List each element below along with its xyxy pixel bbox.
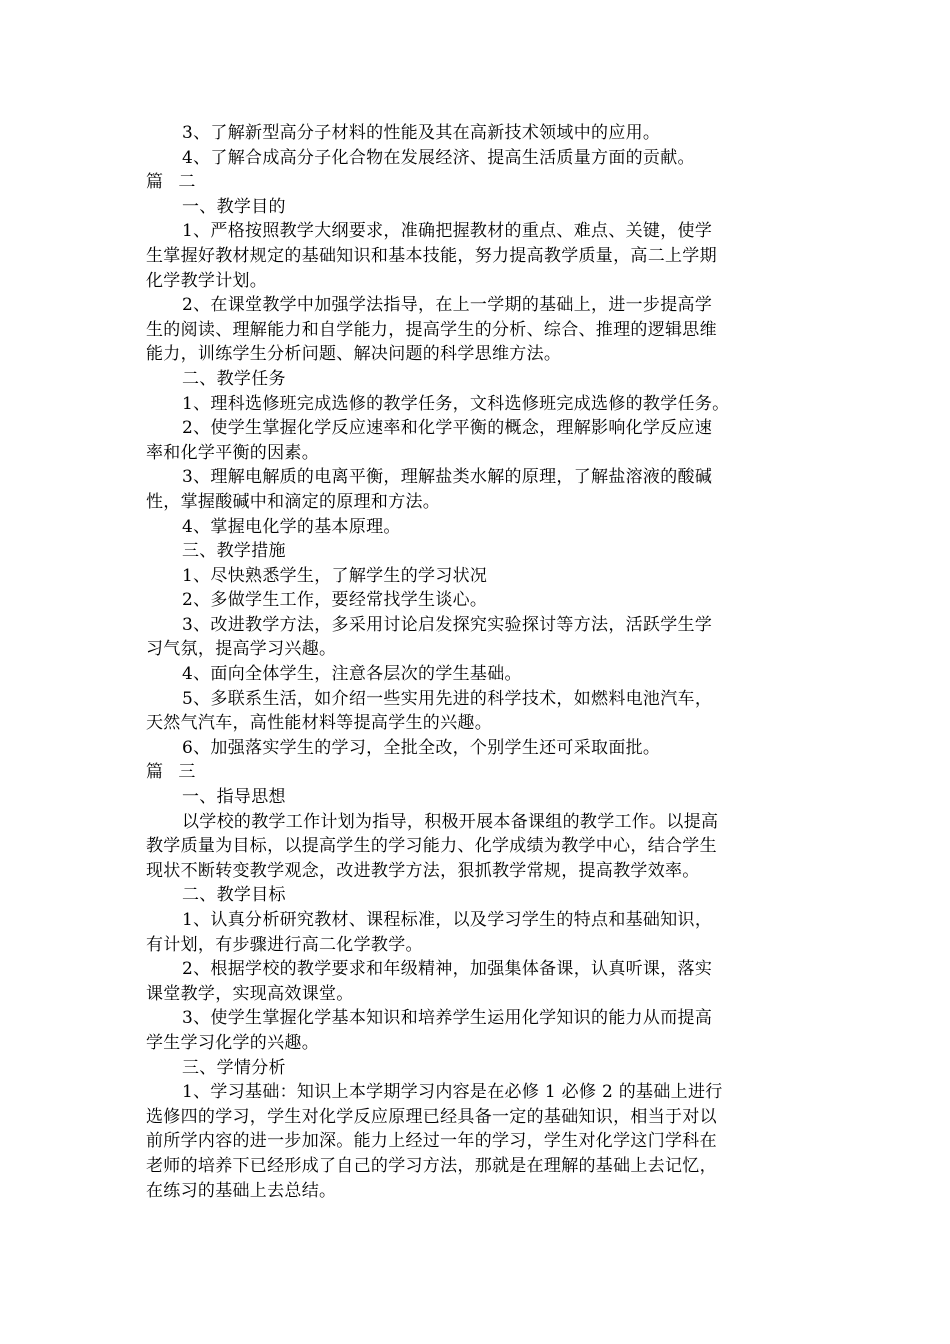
text-line: 化学教学计划。 [146, 270, 268, 291]
text-line: 课堂教学，实现高效课堂。 [146, 983, 354, 1004]
text-line: 能力，训练学生分析问题、解决问题的科学思维方法。 [146, 344, 562, 365]
text-line: 6、加强落实学生的学习，全批全改，个别学生还可采取面批。 [182, 737, 661, 758]
text-line: 学生学习化学的兴趣。 [146, 1032, 319, 1053]
text-line: 2、多做学生工作，要经常找学生谈心。 [182, 590, 488, 611]
text-line: 5、多联系生活，如介绍一些实用先进的科学技术，如燃料电池汽车， [182, 688, 713, 709]
text-line: 一、教学目的 [182, 196, 286, 217]
text-line: 二、教学目标 [182, 885, 286, 906]
text-line: 4、面向全体学生，注意各层次的学生基础。 [182, 664, 522, 685]
text-line: 2、根据学校的教学要求和年级精神，加强集体备课，认真听课，落实 [182, 959, 713, 980]
text-line: 老师的培养下已经形成了自己的学习方法，那就是在理解的基础上去记忆， [146, 1155, 717, 1176]
text-line: 率和化学平衡的因素。 [146, 442, 319, 463]
section-heading: 篇 二 [146, 172, 201, 193]
text-line: 一、指导思想 [182, 787, 286, 808]
text-line: 教学质量为目标，以提高学生的学习能力、化学成绩为教学中心，结合学生 [146, 836, 717, 857]
text-line: 1、尽快熟悉学生，了解学生的学习状况 [182, 565, 488, 586]
text-line: 3、了解新型高分子材料的性能及其在高新技术领域中的应用。 [182, 123, 661, 143]
text-line: 2、在课堂教学中加强学法指导，在上一学期的基础上，进一步提高学 [182, 295, 713, 316]
text-line: 天然气汽车，高性能材料等提高学生的兴趣。 [146, 713, 492, 734]
text-line: 3、使学生掌握化学基本知识和培养学生运用化学知识的能力从而提高 [182, 1008, 713, 1029]
text-line: 1、认真分析研究教材、课程标准，以及学习学生的特点和基础知识， [182, 910, 713, 930]
text-line: 选修四的学习，学生对化学反应原理已经具备一定的基础知识，相当于对以 [146, 1106, 717, 1127]
document-body [146, 121, 806, 1203]
text-line: 4、掌握电化学的基本原理。 [182, 516, 401, 537]
text-line: 3、理解电解质的电离平衡，理解盐类水解的原理，了解盐溶液的酸碱 [182, 467, 713, 488]
text-line: 生掌握好教材规定的基础知识和基本技能，努力提高教学质量，高二上学期 [146, 245, 717, 266]
text-line: 有计划，有步骤进行高二化学教学。 [146, 934, 423, 955]
text-line: 二、教学任务 [182, 368, 286, 389]
text-line: 以学校的教学工作计划为指导，积极开展本备课组的教学工作。以提高 [182, 811, 719, 832]
text-line: 三、教学措施 [182, 541, 286, 562]
text-line: 4、了解合成高分子化合物在发展经济、提高生活质量方面的贡献。 [182, 147, 695, 168]
text-line: 三、学情分析 [182, 1057, 286, 1078]
text-line: 2、使学生掌握化学反应速率和化学平衡的概念，理解影响化学反应速 [182, 418, 713, 439]
text-line: 1、学习基础：知识上本学期学习内容是在必修 1 必修 2 的基础上进行 [182, 1082, 723, 1103]
text-line: 前所学内容的进一步加深。能力上经过一年的学习，学生对化学这门学科在 [146, 1131, 717, 1152]
text-line: 3、改进教学方法，多采用讨论启发探究实验探讨等方法，活跃学生学 [182, 614, 713, 635]
section-heading: 篇 三 [146, 762, 201, 783]
text-line: 现状不断转变教学观念，改进教学方法，狠抓教学常规，提高教学效率。 [146, 860, 700, 881]
text-line: 习气氛，提高学习兴趣。 [146, 639, 337, 660]
text-line: 1、理科选修班完成选修的教学任务，文科选修班完成选修的教学任务。 [182, 393, 730, 414]
text-line: 1、严格按照教学大纲要求，准确把握教材的重点、难点、关键，使学 [182, 221, 713, 242]
text-line: 性，掌握酸碱中和滴定的原理和方法。 [146, 491, 441, 512]
text-line: 在练习的基础上去总结。 [146, 1180, 337, 1201]
text-line: 生的阅读、理解能力和自学能力，提高学生的分析、综合、推理的逻辑思维 [146, 319, 717, 340]
